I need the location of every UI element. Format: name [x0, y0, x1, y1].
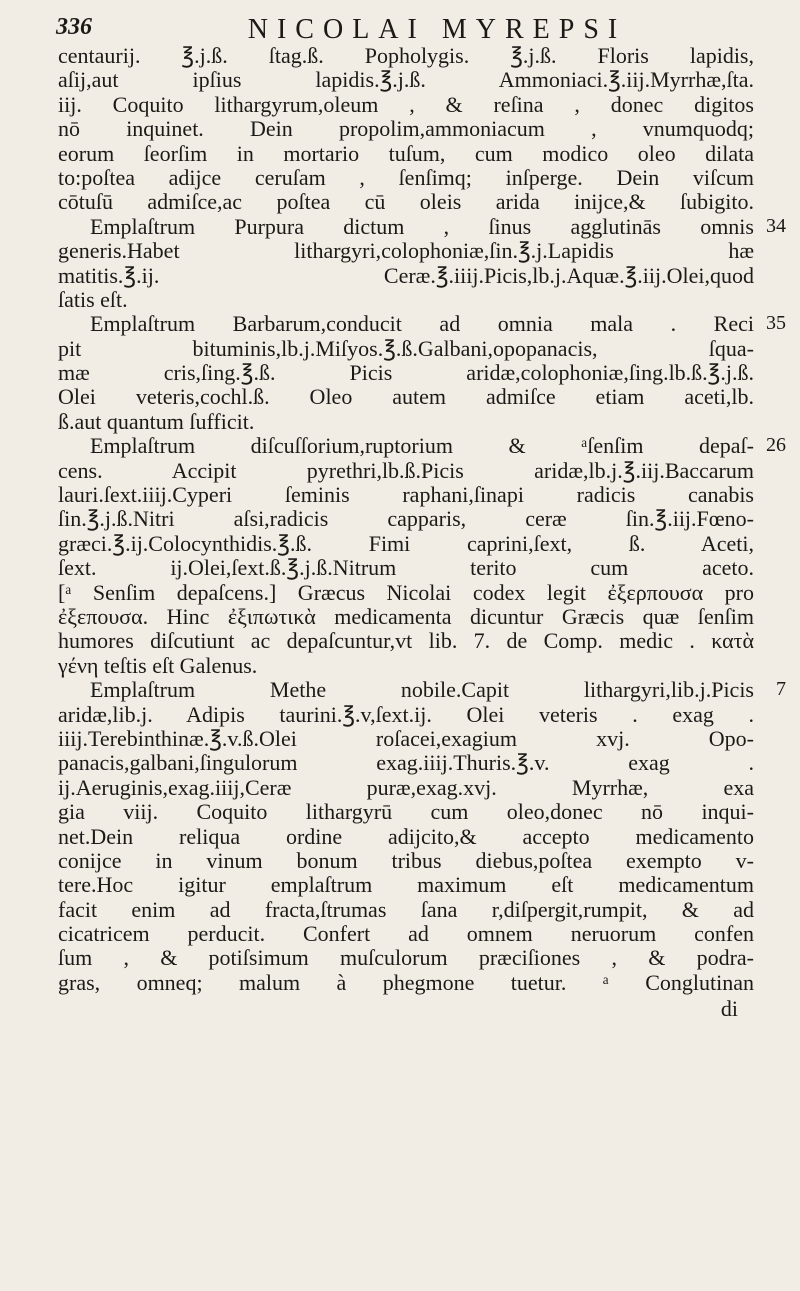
text-line: Olei veteris,cochl.ß. Oleo autem admiſce etiam aceti,lb. [58, 385, 754, 410]
page-number: 336 [56, 14, 92, 40]
text-line: ſatis eſt. [58, 287, 128, 312]
body-text [58, 44, 754, 995]
text-line: iiij.Terebinthinæ.℥.v.ß.Olei roſacei,exagium xvj. Opo- [58, 726, 754, 751]
text-line: pit bituminis,lb.j.Miſyos.℥.ß.Galbani,opopanacis, ſqua- [58, 336, 754, 361]
text-line: eorum ſeorſim in mortario tuſum, cum modico oleo dilata [58, 141, 754, 166]
text-line: gia viij. Coquito lithargyrū cum oleo,donec nō inqui- [58, 800, 754, 825]
text-line: γένη teſtis eſt Galenus. [58, 653, 258, 678]
text-line: aſij,aut ipſius lapidis.℥.j.ß. Ammoniaci.℥.iij.Myrrhæ,ſta. [58, 68, 754, 93]
text-line: gras, omneq; malum à phegmone tuetur. ᵃ Conglutinan [58, 970, 754, 995]
text-line: panacis,galbani,ſingulorum exag.iiij.Thuris.℥.v. exag . [58, 751, 754, 776]
text-line: aridæ,lib.j. Adipis taurini.℥.v,ſext.ij. Olei veteris . exag . [58, 702, 754, 727]
text-line: cicatricem perducit. Confert ad omnem neruorum confen [58, 922, 754, 947]
text-line: ſin.℥.j.ß.Nitri aſsi,radicis capparis, ceræ ſin.℥.iij.Fœno- [58, 507, 754, 532]
text-line: Emplaſtrum Purpura dictum , ſinus agglutinās omnis [90, 214, 754, 239]
text-line: Emplaſtrum Barbarum,conducit ad omnia mala . Reci [90, 312, 754, 337]
page-header [56, 14, 738, 44]
text-line: ß.aut quantum ſufficit. [58, 409, 255, 434]
text-line: tere.Hoc igitur emplaſtrum maximum eſt medicamentum [58, 873, 754, 898]
text-line: ἐξεπουσα. Hinc ἐξιπωτικὰ medicamenta dicuntur Græcis quæ ſenſim [58, 604, 754, 629]
text-line: nō inquinet. Dein propolim,ammoniacum , vnumquodq; [58, 117, 754, 142]
text-line: centaurij. ℥.j.ß. ſtag.ß. Popholygis. ℥.j.ß. Floris lapidis, [58, 44, 754, 68]
text-line: Emplaſtrum diſcuſſorium,ruptorium & ᵃſenſim depaſ- [90, 434, 754, 459]
text-line: ſext. ij.Olei,ſext.ß.℥.j.ß.Nitrum terito cum aceto. [58, 556, 754, 581]
text-line: humores diſcutiunt ac depaſcuntur,vt lib. 7. de Comp. medic . κατὰ [58, 629, 754, 654]
text-line: generis.Habet lithargyri,colophoniæ,ſin.℥.j.Lapidis hæ [58, 239, 754, 264]
text-line: iij. Coquito lithargyrum,oleum , & reſina , donec digitos [58, 92, 754, 117]
text-line: græci.℥.ij.Colocynthidis.℥.ß. Fimi caprini,ſext, ß. Aceti, [58, 531, 754, 556]
margin-number: 35 [766, 312, 786, 335]
text-line: cōtuſū admiſce,ac poſtea cū oleis arida inijce,& ſubigito. [58, 190, 754, 215]
margin-number: 7 [776, 678, 786, 701]
text-line: [ᵃ Senſim depaſcens.] Græcus Nicolai codex legit ἐξερπουσα pro [58, 580, 754, 605]
text-line: ſum , & potiſsimum muſculorum præciſiones , & podra- [58, 946, 754, 971]
text-line: mæ cris,ſing.℥.ß. Picis aridæ,colophoniæ,ſing.lb.ß.℥.j.ß. [58, 361, 754, 386]
margin-number: 26 [766, 434, 786, 457]
text-line: facit enim ad fracta,ſtrumas ſana r,diſpergit,rumpit, & ad [58, 897, 754, 922]
running-title: NICOLAI MYREPSI [247, 14, 627, 45]
margin-number: 34 [766, 214, 786, 237]
text-line: net.Dein reliqua ordine adijcito,& accepto medicamento [58, 824, 754, 849]
text-line: matitis.℥.ij. Ceræ.℥.iiij.Picis,lb.j.Aquæ.℥.iij.Olei,quod [58, 263, 754, 288]
text-line: ij.Aeruginis,exag.iiij,Ceræ puræ,exag.xvj. Myrrhæ, exa [58, 775, 754, 800]
text-line: Emplaſtrum Methe nobile.Capit lithargyri,lib.j.Picis [90, 678, 754, 703]
text-line: cens. Accipit pyrethri,lb.ß.Picis aridæ,lb.j.℥.iij.Baccarum [58, 458, 754, 483]
catchword: di [720, 995, 738, 1021]
text-line: to:poſtea adijce ceruſam , ſenſimq; inſperge. Dein viſcum [58, 165, 754, 190]
text-line: lauri.ſext.iiij.Cyperi ſeminis raphani,ſinapi radicis canabis [58, 483, 754, 508]
text-line: conijce in vinum bonum tribus diebus,poſtea exempto v- [58, 848, 754, 873]
